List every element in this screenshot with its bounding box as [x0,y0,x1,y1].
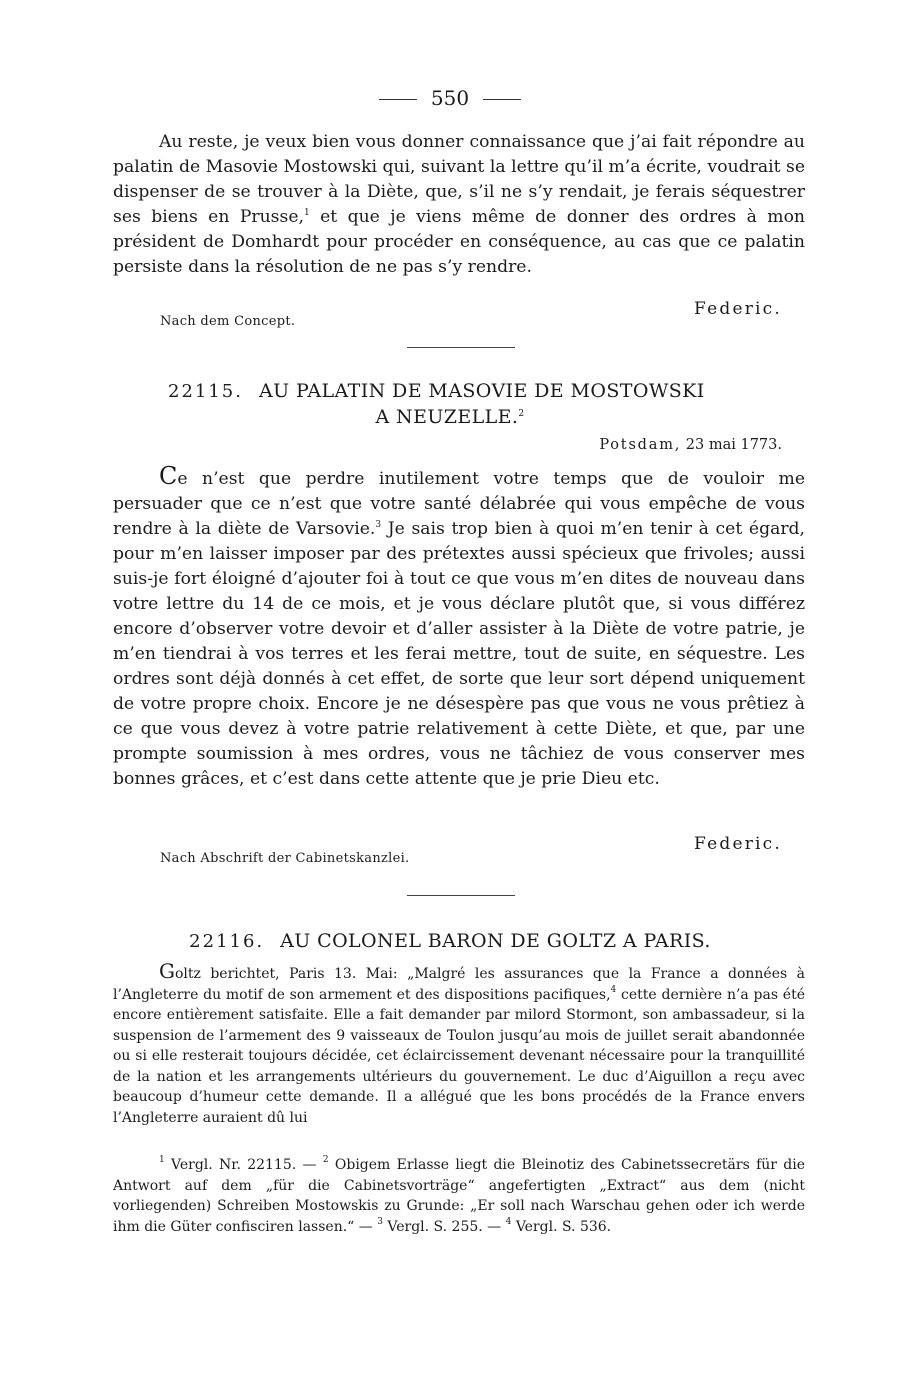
letter-22116-body-block [113,961,805,1128]
letter-22115-text-part2: Je sais trop bien à quoi m’en tenir à cet égard, pour m’en laisser imposer par des prétextes aussi spécieux que frivoles; aussi suis-je fort éloigné d’ajouter foi à tout ce que vous m’en dites de nouveau dans votre lettre du 14 de ce mois, et je vous déclare plutôt que, si vous différez encore d’observer votre devoir et d’aller assister à la Diète de votre patrie, je m’en tiendrai à vos terres et les ferai mettre, tout de suite, en séquestre. Les ordres sont déjà donnés à cet effet, de sorte que leur sort dépend uniquement de votre propre choix. Encore je ne désespère pas que vous ne vous prêtiez à ce que vous devez à votre patrie relativement à cette Diète, et que, par une prompte soumission à mes ordres, vous ne tâchiez de vous conserver mes bonnes grâces, et c’est dans cette attente que je prie Dieu etc. [113,519,806,789]
letter-22115-number: 22115. [168,381,243,402]
intro-paragraph [113,130,805,280]
letter-22115-title-line2 [0,406,900,428]
letter-22116-number: 22116. [189,931,265,952]
letter-22115-body-block [113,464,805,792]
letter-22115-title-line1 [0,380,900,402]
letter-22116-dropcap: G [159,959,175,983]
footnote-ref-2: 2 [518,409,525,419]
letter-22115-title-text: AU PALATIN DE MASOVIE DE MOSTOWSKI [258,380,705,402]
letter-22115-body [113,464,805,792]
letter-22115-date-place: Potsdam, [599,437,682,453]
section-divider-1 [407,347,515,348]
footnote-ref-1: 1 [303,208,310,218]
footnote-4-marker: 4 [505,1216,512,1227]
letter-22115-text-part1: e n’est que perdre inutilement votre temps que de vouloir me persuader que ce n’est que votre santé délabrée qui vous empêche de vous rendre à la diète de Varsovie. [113,469,805,539]
intro-paragraph-block [113,130,805,280]
footnote-4-text: Vergl. S. 536. [511,1218,612,1235]
letter-22116-title-text: AU COLONEL BARON DE GOLTZ A PARIS. [280,930,711,952]
letter-22115-recipient-place: A NEUZELLE. [375,406,519,428]
footnote-ref-4: 4 [610,984,617,995]
letter-22115-source-note: Nach Abschrift der Cabinetskanzlei. [160,851,410,866]
letter-22116-title [0,930,900,952]
footnote-3-marker: 3 [377,1216,383,1227]
intro-text-part1: Au reste, je veux bien vous donner connaissance que j’ai fait répondre au palatin de Masovie Mostowski qui, suivant la lettre qu’il m’a écrite, voudrait se dispenser de se trouver à la Diète, que, s’il ne s’y rendait, je ferais séquestrer ses biens en Prusse, [113,132,805,227]
header-rule-right [483,99,521,100]
footnote-2-marker: 2 [322,1155,329,1165]
footnote-1-text: Vergl. Nr. 22115. — [164,1157,323,1173]
intro-text-part2: et que je viens même de donner des ordres à mon président de Domhardt pour procéder en conséquence, au cas que ce palatin persiste dans la résolution de ne pas s’y rendre. [113,207,805,277]
footnote-ref-3: 3 [375,520,382,530]
letter-22116-text-part1: oltz berichtet, Paris 13. Mai: „Malgré les assurances que la France a données à l’Angleterre du motif de son armement et des dispositions pacifiques, [113,966,805,1003]
intro-source-note: Nach dem Concept. [160,314,296,329]
footnote-2-text: Obigem Erlasse liegt die Bleinotiz des Cabinetssecretärs für die Antwort auf dem „für die Cabinetsvorträge“ angefertigten „Extract“ aus dem (nicht vorliegenden) Schreiben Mostowskis zu Grunde: „Er soll nach Warschau gehen oder ich werde ihm die Güter confisciren lassen.“ — [113,1157,805,1235]
intro-signature: Federic. [694,299,782,319]
footnote-1-marker: 1 [159,1155,165,1165]
letter-22116-body [113,961,805,1128]
letter-22116-text-part2: cette dernière n’a pas été encore entièrement satisfaite. Elle a fait demander par milord Stormont, son ambassadeur, si la suspension de l’armement des 9 vaisseaux de Toulon jusqu’au mois de juillet serait abandonnée ou si elle resterait toujours décidée, cet éclaircissement devenant nécessaire pour la tranquillité de la nation et les arrangements ultérieurs du gouvernement. Le duc d’Aiguillon a reçu avec beaucoup d’humeur cette demande. Il a allégué que les bons procédés de la France envers l’Angleterre auraient dû lui [113,986,805,1126]
footnotes-text [113,1155,805,1237]
footnote-3-text: Vergl. S. 255. — [382,1218,506,1235]
letter-22115-signature: Federic. [694,834,782,854]
letter-22115-dateline [599,437,782,453]
page-header [0,86,900,110]
page-number: 550 [430,86,470,110]
header-rule-left [379,99,417,100]
letter-22115-date: 23 mai 1773. [685,437,782,453]
footnotes-block [113,1155,805,1237]
letter-22115-dropcap: C [159,462,178,490]
section-divider-2 [407,895,515,896]
